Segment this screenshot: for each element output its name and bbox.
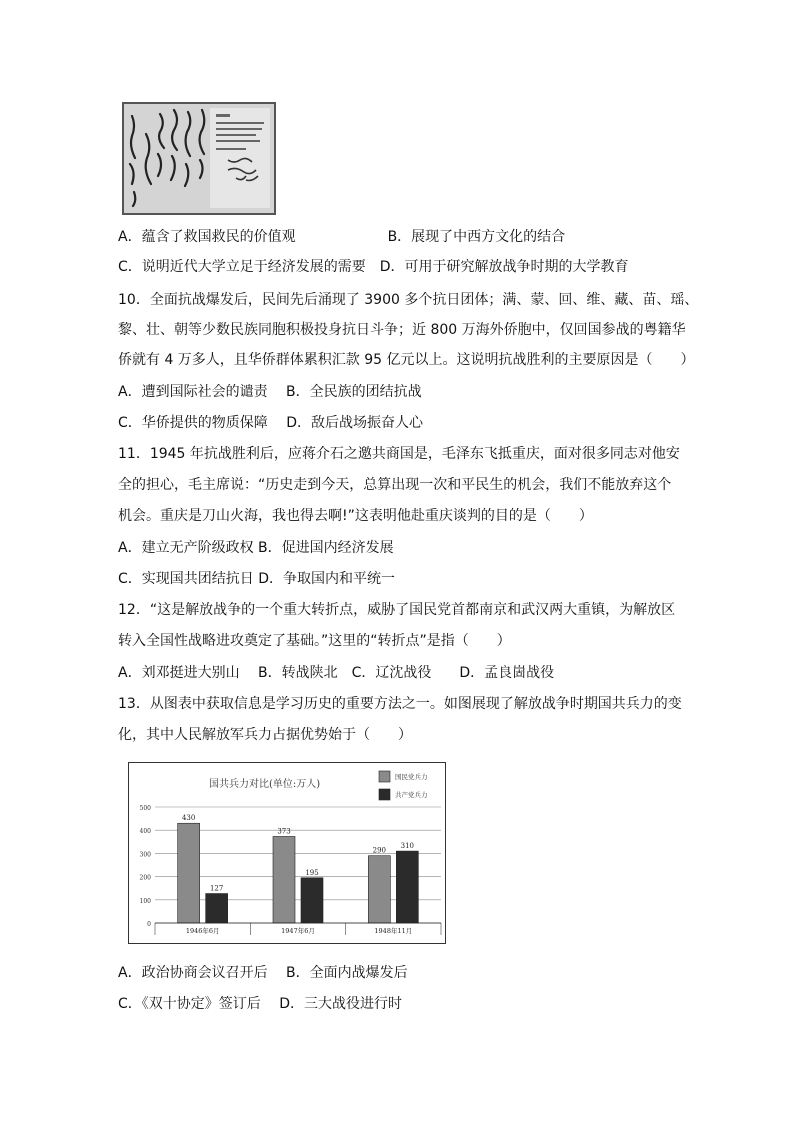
- bar-kmt: [178, 823, 200, 923]
- q11-stem-line2: 全的担心，毛主席说：“历史走到今天，总算出现一次和平民生的机会，我们不能放弃这个: [118, 477, 672, 493]
- bar-cpc: [206, 894, 228, 923]
- y-tick-label: 0: [147, 921, 151, 928]
- legend-label: 共产党兵力: [395, 791, 428, 799]
- y-tick-label: 200: [139, 874, 151, 882]
- q10-stem-line2: 黎、壮、朝等少数民族同胞积极投身抗日斗争；近 800 万海外侨胞中，仅回国参战的粤籍华: [118, 322, 686, 338]
- q13-options-cd[interactable]: C．《双十协定》签订后 D．三大战役进行时: [118, 996, 403, 1012]
- bar-kmt: [273, 836, 295, 923]
- troop-comparison-chart: [128, 762, 446, 944]
- q10-options-cd[interactable]: C．华侨提供的物质保障 D．敌后战场振奋人心: [118, 415, 424, 431]
- q11-stem-line3: 机会。重庆是刀山火海，我也得去啊!”这表明他赴重庆谈判的目的是（ ）: [118, 508, 593, 524]
- q13-options-ab[interactable]: A．政治协商会议召开后 B．全面内战爆发后: [118, 965, 408, 981]
- bar-cpc: [396, 851, 418, 923]
- bar-kmt: [368, 856, 390, 923]
- x-tick-label: 1948年11月: [374, 927, 413, 935]
- data-label: 310: [400, 842, 415, 851]
- data-label: 430: [181, 814, 196, 823]
- historical-photo: [122, 102, 276, 215]
- q12-stem-line2: 转入全国性战略进攻奠定了基础。”这里的“转折点”是指（ ）: [118, 633, 511, 649]
- y-tick-label: 300: [139, 851, 151, 859]
- data-label: 290: [372, 846, 387, 855]
- chart-title: 国共兵力对比(单位:万人): [209, 779, 321, 790]
- q12-stem-line1: 12．“这是解放战争的一个重大转折点，威胁了国民党首都南京和武汉两大重镇，为解放区: [118, 602, 676, 618]
- q12-options[interactable]: A．刘邓挺进大别山 B．转战陕北 C．辽沈战役 D．孟良崮战役: [118, 665, 555, 681]
- q10-stem-line3: 侨就有 4 万多人，且华侨群体累积汇款 95 亿元以上。这说明抗战胜利的主要原因是（ ）: [118, 352, 695, 368]
- option-c[interactable]: C．说明近代大学立足于经济发展的需要: [118, 259, 366, 275]
- q11-options-cd[interactable]: C．实现国共团结抗日 D．争取国内和平统一: [118, 571, 396, 587]
- chart-canvas: [129, 763, 445, 943]
- x-tick-label: 1946年6月: [185, 927, 220, 935]
- q9-options-row1: [118, 227, 565, 247]
- option-a[interactable]: A．蕴含了救国救民的价值观: [118, 229, 296, 245]
- legend-label: 国民党兵力: [395, 773, 428, 781]
- y-tick-label: 500: [139, 805, 151, 812]
- option-d[interactable]: D．可用于研究解放战争时期的大学教育: [379, 259, 629, 275]
- legend-swatch: [379, 771, 390, 782]
- q13-stem-line2: 化，其中人民解放军兵力占据优势始于（ ）: [118, 727, 412, 743]
- y-tick-label: 400: [139, 828, 151, 836]
- q9-options-row2: [118, 257, 629, 277]
- data-label: 127: [209, 884, 224, 893]
- bar-cpc: [301, 878, 323, 923]
- data-label: 373: [277, 827, 291, 836]
- legend-swatch: [379, 789, 390, 800]
- inscription-image: [124, 104, 274, 213]
- option-b[interactable]: B．展现了中西方文化的结合: [387, 229, 566, 245]
- q10-stem-line1: 10．全面抗战爆发后，民间先后涌现了 3900 多个抗日团体；满、蒙、回、维、藏、苗、瑶、: [118, 292, 699, 308]
- data-label: 195: [305, 868, 319, 877]
- x-tick-label: 1947年6月: [281, 927, 315, 935]
- q11-options-ab[interactable]: A．建立无产阶级政权 B．促进国内经济发展: [118, 540, 394, 556]
- q10-options-ab[interactable]: A．遭到国际社会的谴责 B．全民族的团结抗战: [118, 384, 422, 400]
- y-tick-label: 100: [139, 897, 151, 905]
- q13-stem-line1: 13．从图表中获取信息是学习历史的重要方法之一。如图展现了解放战争时期国共兵力的变: [118, 696, 682, 712]
- q11-stem-line1: 11．1945 年抗战胜利后，应蒋介石之邀共商国是，毛泽东飞抵重庆，面对很多同志对他安: [118, 446, 680, 462]
